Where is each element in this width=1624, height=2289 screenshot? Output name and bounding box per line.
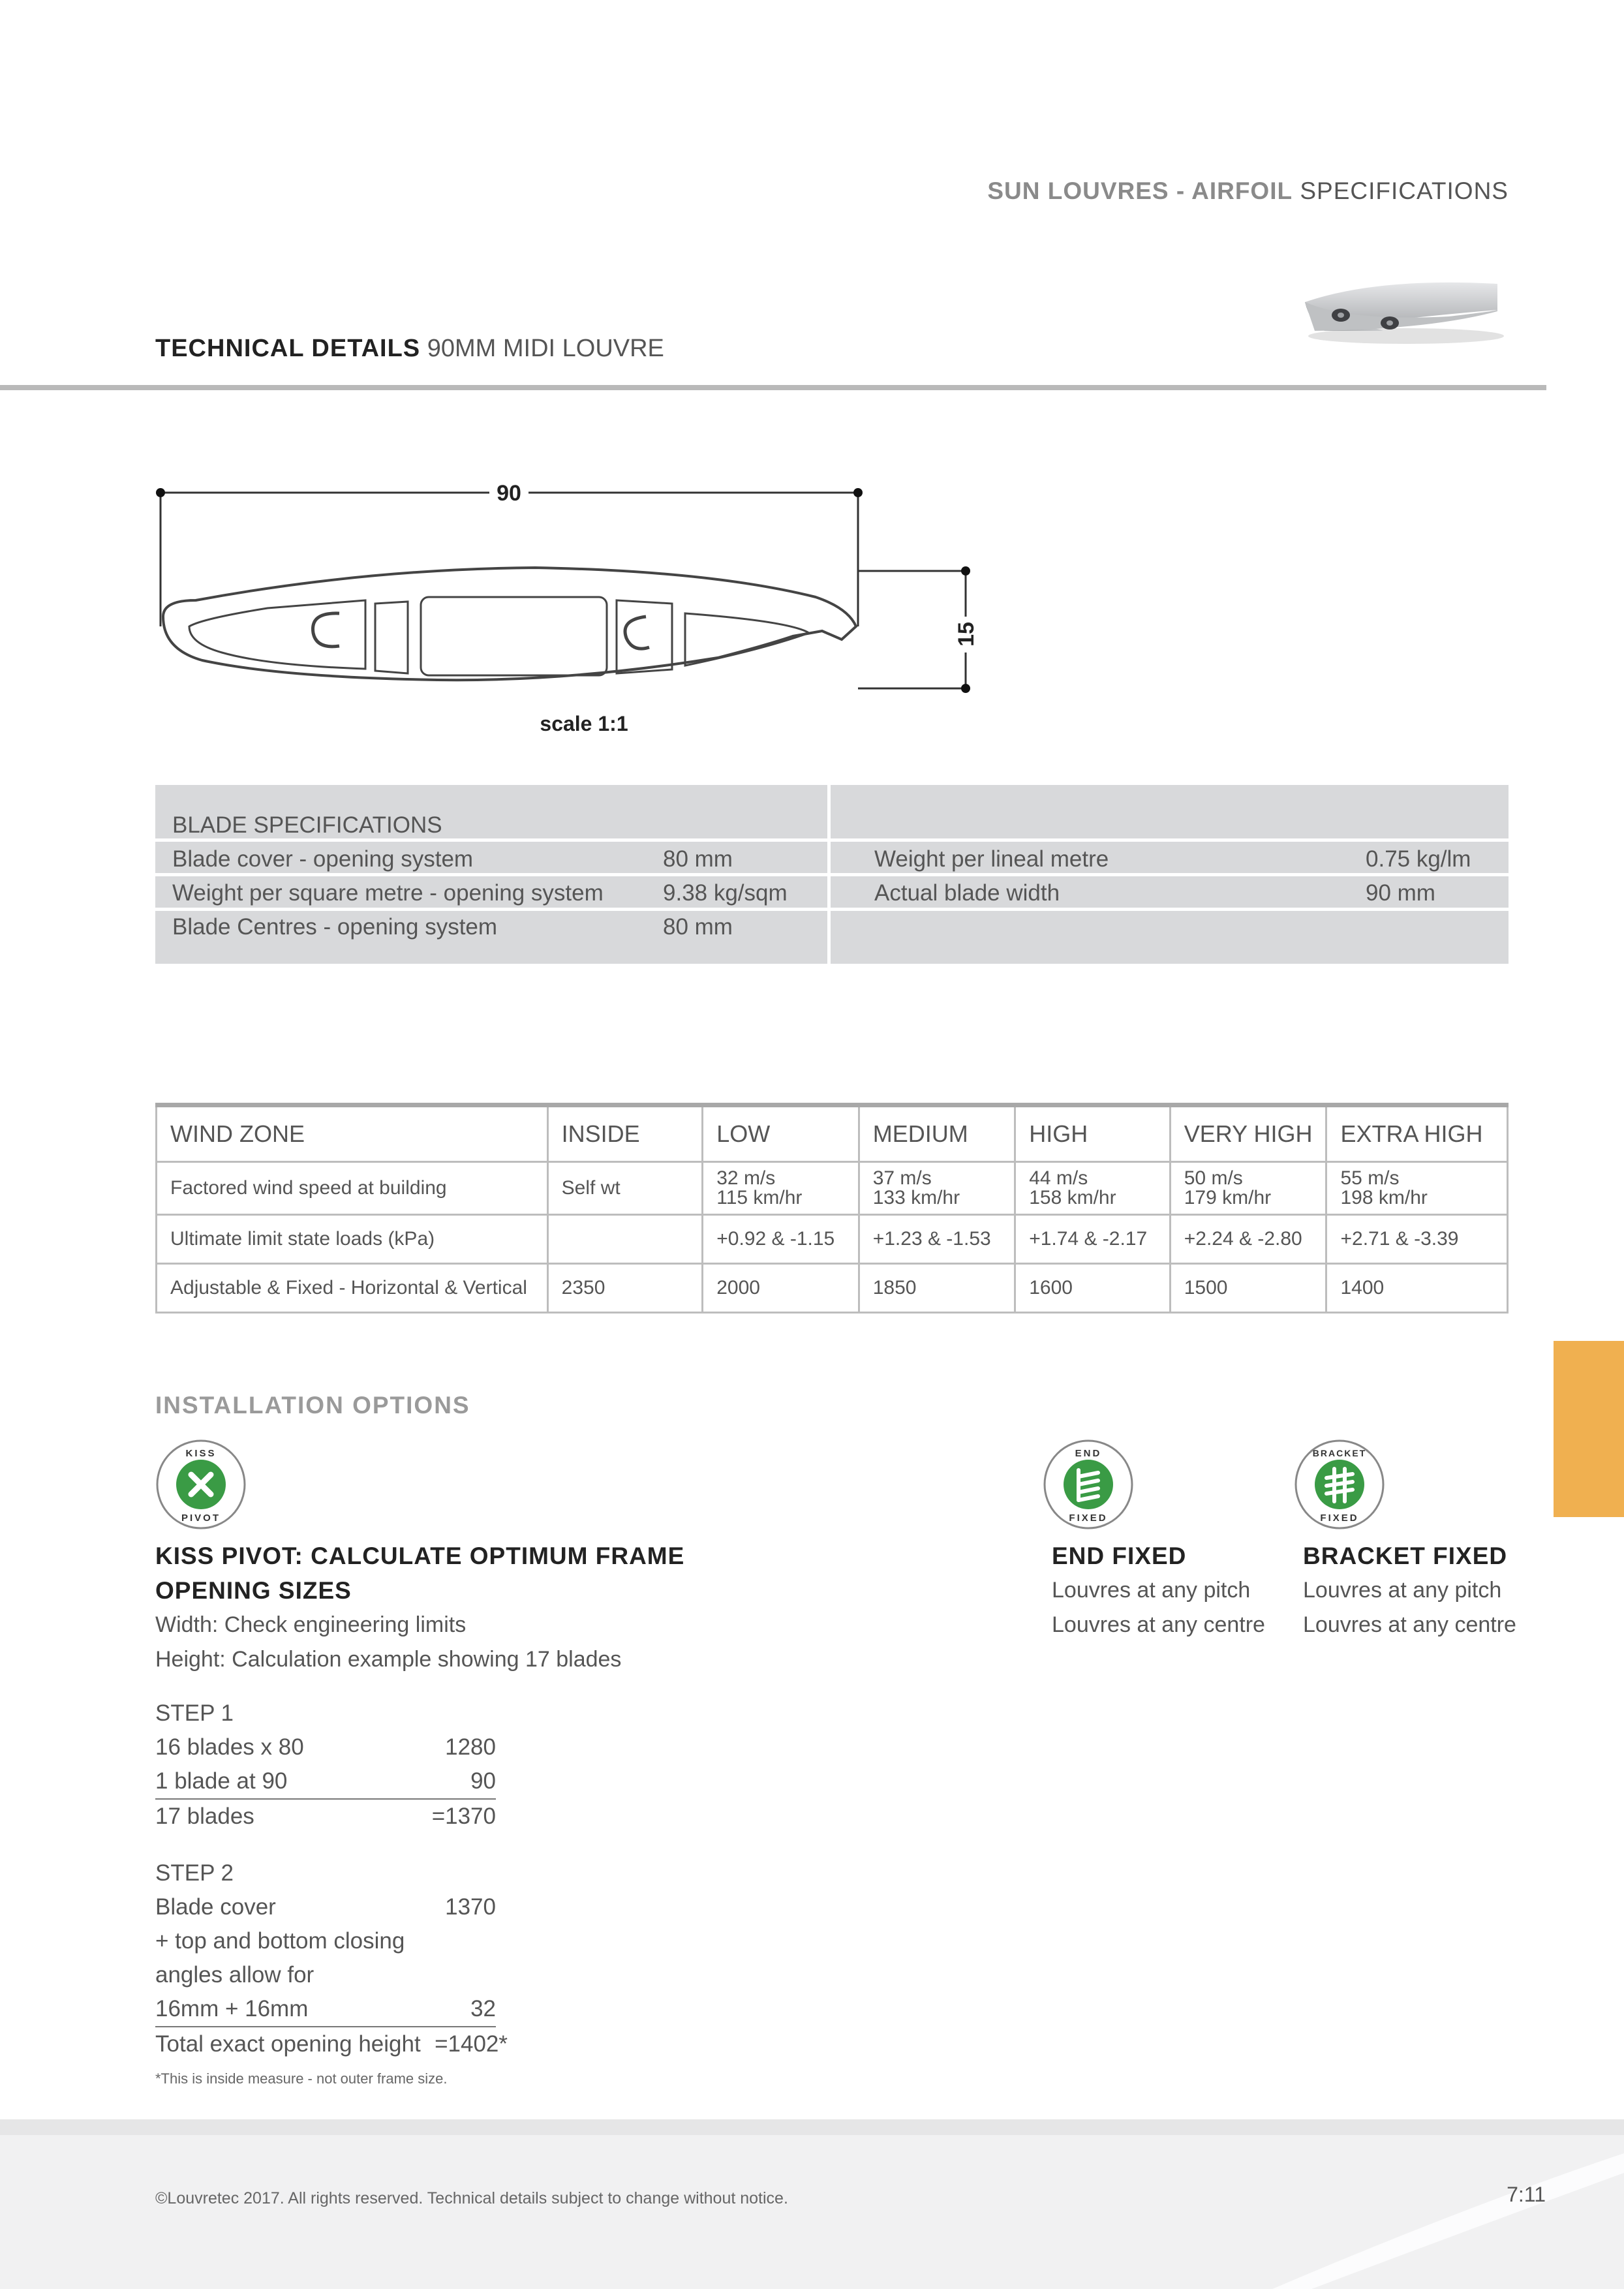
calc-row [155,1958,496,1992]
column-header: EXTRA HIGH [1326,1105,1508,1162]
calc-value: =1370 [431,1804,496,1829]
section-divider [0,385,1546,390]
section-header-light: SPECIFICATIONS [1300,177,1509,204]
cell-line: 158 km/hr [1029,1187,1116,1208]
calc-row [155,1730,496,1764]
column-header: LOW [703,1105,859,1162]
table-row [157,1215,1508,1264]
installation-options-title: INSTALLATION OPTIONS [155,1392,470,1419]
bracket-fixed-text: Louvres at any pitch [1303,1578,1502,1603]
bracket-fixed-heading: BRACKET FIXED [1303,1543,1508,1569]
spec-label: Actual blade width [874,880,1060,906]
louvre-blade-icon [1298,271,1514,349]
height-dimension-label: 15 [954,622,979,647]
width-dimension-label: 90 [497,481,521,506]
section-header-bold: SUN LOUVRES - AIRFOIL [987,177,1293,204]
kiss-pivot-text: Height: Calculation example showing 17 blades [155,1647,622,1672]
table-cell [547,1215,703,1264]
spec-row-divider [155,838,1509,842]
row-label: Ultimate limit state loads (kPa) [157,1215,548,1264]
spec-label: Blade Centres - opening system [172,914,498,940]
table-cell: 1600 [1015,1264,1171,1313]
calc-row [155,1924,496,1958]
table-row [157,1264,1508,1313]
calc-label: 17 blades [155,1804,254,1829]
footnote: *This is inside measure - not outer frame size. [155,2070,448,2087]
table-cell: 1400 [1326,1264,1508,1313]
wind-zone-table [155,1103,1509,1313]
table-cell: Self wt [547,1162,703,1215]
spec-row-divider [155,908,1509,911]
calc-label: 1 blade at 90 [155,1768,288,1794]
badge-bottom-label: FIXED [1320,1513,1359,1524]
row-label: Adjustable & Fixed - Horizontal & Vertical [157,1264,548,1313]
table-cell [859,1162,1015,1215]
column-header: INSIDE [547,1105,703,1162]
kiss-pivot-badge-icon [155,1439,247,1530]
calc-row [155,1992,496,2027]
calc-label: Blade cover [155,1894,276,1920]
spec-label: Weight per lineal metre [874,846,1109,872]
spec-value: 90 mm [1366,880,1435,906]
cell-line: 198 km/hr [1340,1187,1428,1208]
badge-top-label: BRACKET [1312,1448,1367,1458]
calc-value: 1280 [445,1734,496,1760]
spec-row-divider [155,873,1509,876]
badge-bottom-label: PIVOT [181,1513,221,1524]
table-row [157,1162,1508,1215]
column-header: VERY HIGH [1170,1105,1326,1162]
table-cell: 1500 [1170,1264,1326,1313]
cell-line: 179 km/hr [1184,1187,1272,1208]
table-cell: +2.24 & -2.80 [1170,1215,1326,1264]
bracket-fixed-section [1303,1539,1516,1642]
technical-details-title [155,335,664,363]
kiss-pivot-text: Width: Check engineering limits [155,1612,467,1637]
bracket-fixed-text: Louvres at any centre [1303,1612,1516,1637]
table-cell [1015,1162,1171,1215]
table-cell [703,1162,859,1215]
table-cell: 2000 [703,1264,859,1313]
calc-row [155,1764,496,1800]
cell-line: 55 m/s [1340,1167,1400,1189]
spec-label: Weight per square metre - opening system [172,880,604,906]
calc-row [155,1800,496,1834]
technical-details-light: 90MM MIDI LOUVRE [427,335,664,362]
spec-value: 80 mm [663,914,733,940]
table-cell: +1.23 & -1.53 [859,1215,1015,1264]
column-header: HIGH [1015,1105,1171,1162]
calc-label: + top and bottom closing [155,1928,405,1954]
table-cell [1326,1162,1508,1215]
cell-line: 115 km/hr [716,1187,803,1208]
step-1-calculation [155,1697,496,1834]
calc-value: 1370 [445,1894,496,1920]
calc-value: 90 [470,1768,496,1794]
copyright-text: ©Louvretec 2017. All rights reserved. Technical details subject to change without notice. [155,2189,788,2207]
kiss-pivot-section [155,1539,684,1677]
row-label: Factored wind speed at building [157,1162,548,1215]
page-tab-marker [1554,1341,1624,1517]
cell-line: 50 m/s [1184,1167,1243,1189]
table-cell: 2350 [547,1264,703,1313]
calc-row [155,1890,496,1924]
calc-row [155,2027,508,2061]
kiss-pivot-heading: OPENING SIZES [155,1577,352,1604]
page-number: 7:11 [1507,2183,1546,2206]
section-header [987,177,1509,205]
calc-label: 16 blades x 80 [155,1734,304,1760]
table-cell: 1850 [859,1264,1015,1313]
table-header-row [157,1105,1508,1162]
spec-value: 9.38 kg/sqm [663,880,788,906]
badge-top-label: END [1075,1448,1102,1459]
kiss-pivot-heading: KISS PIVOT: CALCULATE OPTIMUM FRAME [155,1543,685,1569]
table-cell: +0.92 & -1.15 [703,1215,859,1264]
spec-label: Blade cover - opening system [172,846,474,872]
bracket-fixed-badge-icon [1294,1439,1385,1530]
end-fixed-heading: END FIXED [1052,1543,1187,1569]
calc-value: =1402* [435,2031,508,2057]
blade-spec-title: BLADE SPECIFICATIONS [172,812,442,838]
table-cell: +1.74 & -2.17 [1015,1215,1171,1264]
calc-value: 32 [470,1996,496,2021]
end-fixed-text: Louvres at any pitch [1052,1578,1251,1603]
column-header: MEDIUM [859,1105,1015,1162]
louvre-profile-drawing [150,470,1011,744]
calc-label: angles allow for [155,1962,314,1988]
end-fixed-text: Louvres at any centre [1052,1612,1265,1637]
table-cell: +2.71 & -3.39 [1326,1215,1508,1264]
step-title: STEP 1 [155,1700,234,1726]
badge-top-label: KISS [185,1448,217,1459]
spec-value: 80 mm [663,846,733,872]
badge-bottom-label: FIXED [1069,1513,1108,1524]
cell-line: 32 m/s [716,1167,776,1189]
table-cell [1170,1162,1326,1215]
cell-line: 37 m/s [872,1167,932,1189]
blade-specifications-table [155,785,1509,964]
cell-line: 133 km/hr [872,1187,960,1208]
step-title: STEP 2 [155,1860,234,1886]
end-fixed-section [1052,1539,1265,1642]
cell-line: 44 m/s [1029,1167,1088,1189]
spec-value: 0.75 kg/lm [1366,846,1471,872]
technical-details-bold: TECHNICAL DETAILS [155,335,421,362]
calc-label: 16mm + 16mm [155,1996,309,2021]
calc-label: Total exact opening height [155,2031,421,2057]
step-2-calculation [155,1856,508,2061]
footer-swoosh-decoration [1272,2127,1624,2289]
scale-label: scale 1:1 [540,712,628,735]
end-fixed-badge-icon [1043,1439,1134,1530]
column-header: WIND ZONE [157,1105,548,1162]
